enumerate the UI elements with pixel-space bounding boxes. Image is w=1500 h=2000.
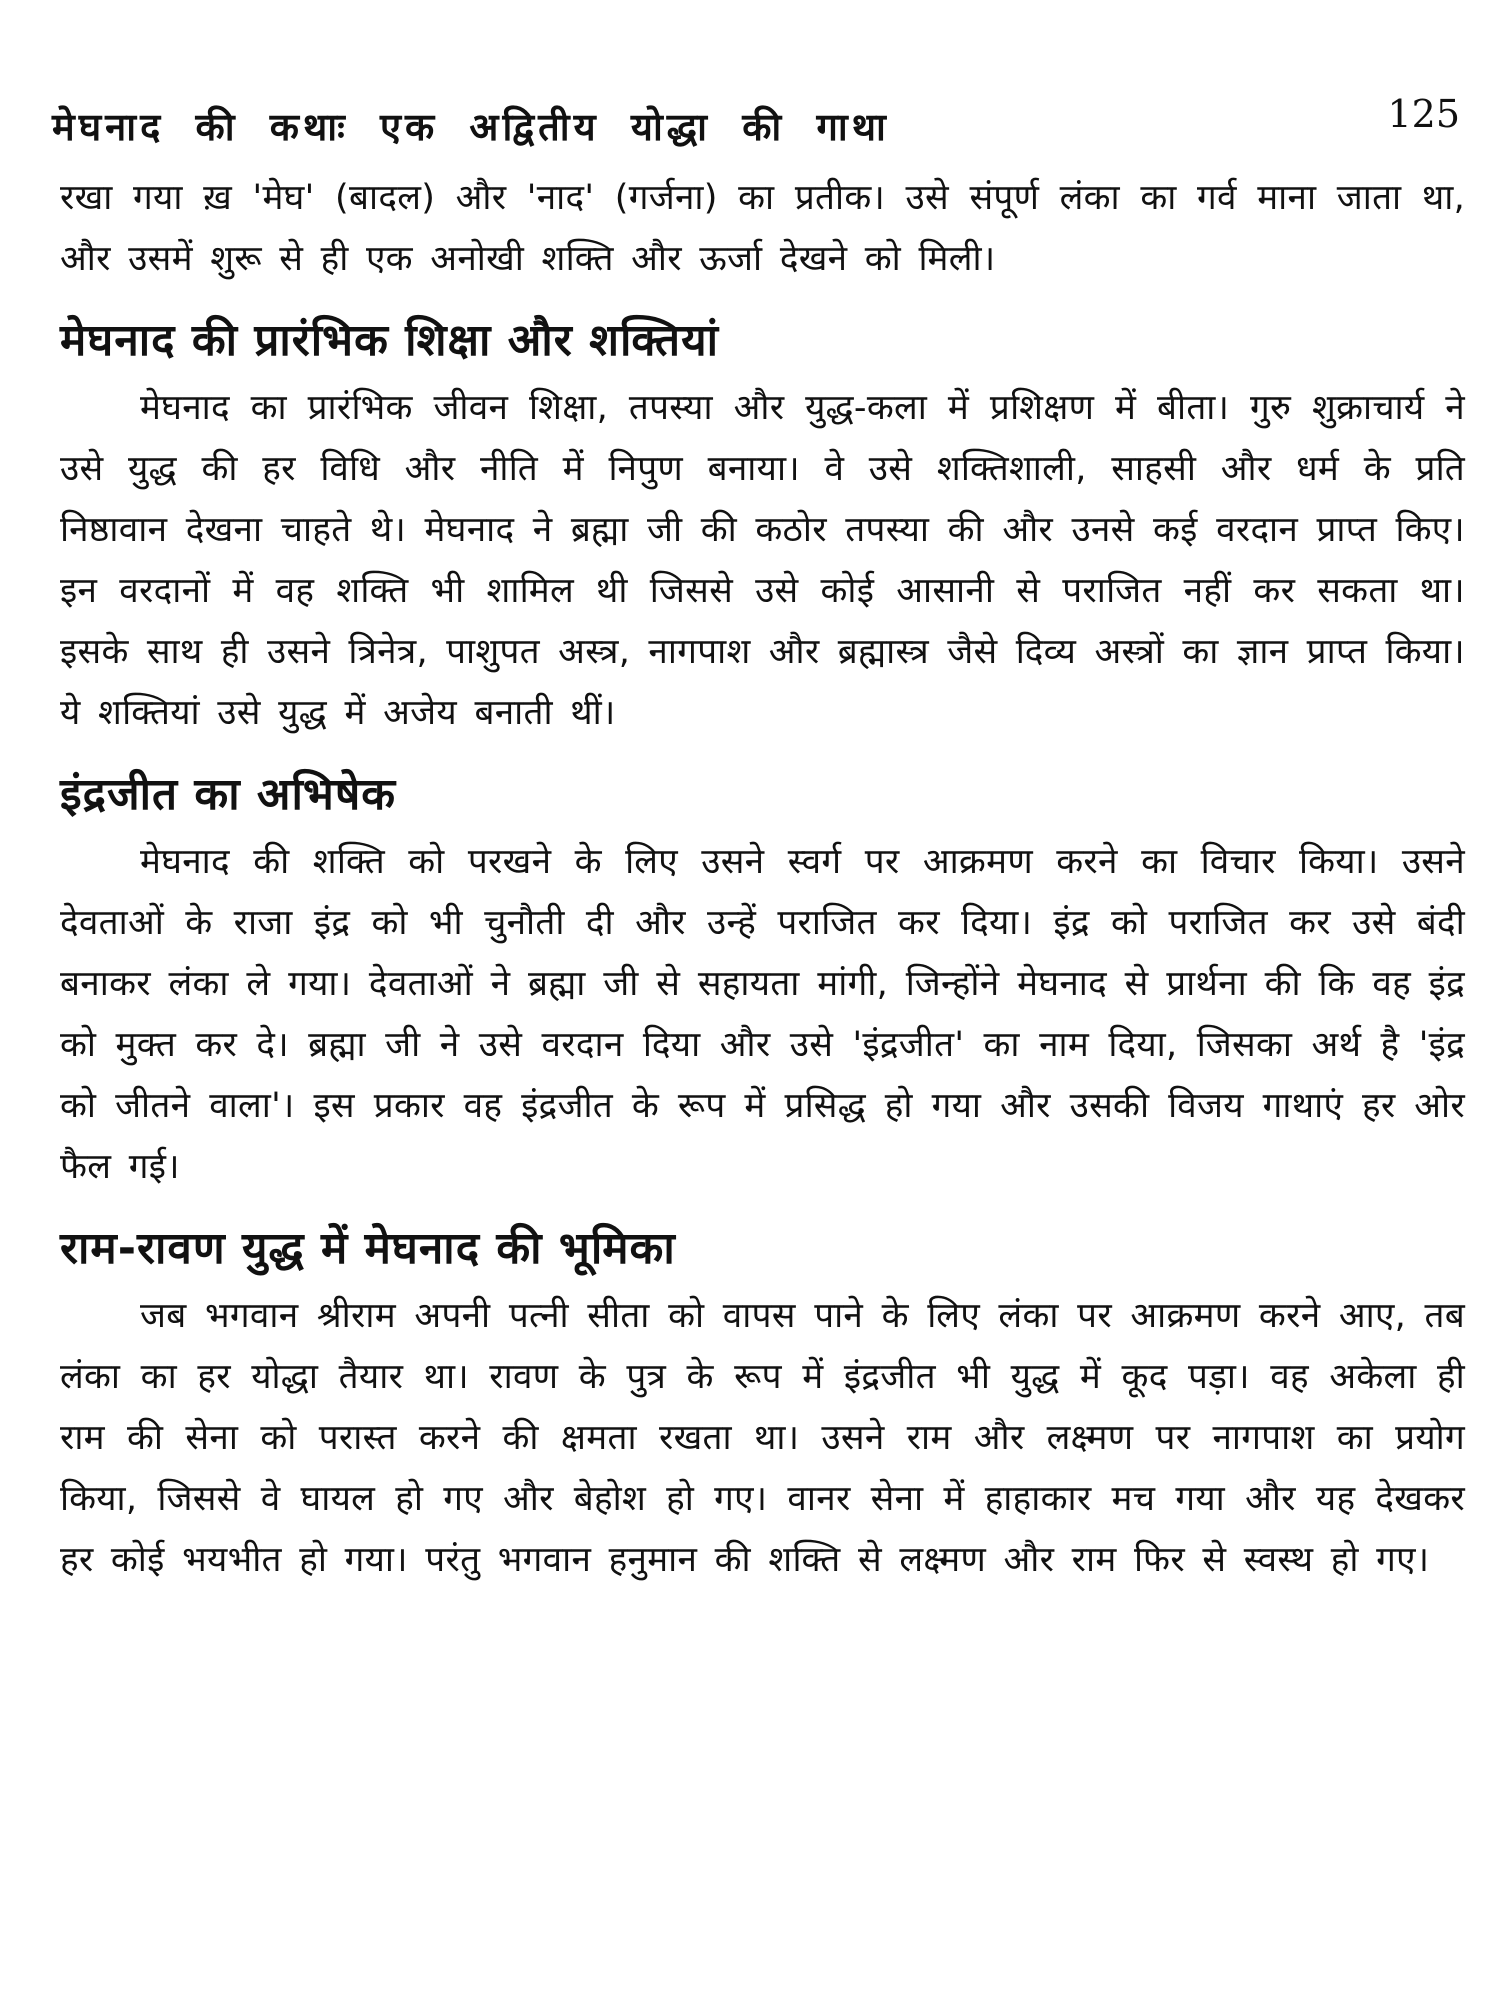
page-number: 125 bbox=[1387, 92, 1460, 136]
section-paragraph-early-education: मेघनाद का प्रारंभिक जीवन शिक्षा, तपस्या और युद्ध-कला में प्रशिक्षण में बीता। गुरु शुक्राचार्य ने उसे युद्ध की हर विधि और नीति में निपुण बनाया। वे उसे शक्तिशाली, साहसी और धर्म के प्रति निष्ठावान देखना चाहते थे। मेघनाद ने ब्रह्मा जी की कठोर तपस्या की और उनसे कई वरदान प्राप्त किए। इन वरदानों में वह शक्ति भी शामिल थी जिससे उसे कोई आसानी से पराजित नहीं कर सकता था। इसके साथ ही उसने त्रिनेत्र, पाशुपत अस्त्र, नागपाश और ब्रह्मास्त्र जैसे दिव्य अस्त्रों का ज्ञान प्राप्त किया। ये शक्तियां उसे युद्ध में अजेय बनाती थीं। bbox=[60, 388, 1465, 733]
running-title: मेघनाद की कथाः एक अद्वितीय योद्धा की गाथा bbox=[52, 105, 890, 149]
section-heading-ram-ravan-war: राम-रावण युद्ध में मेघनाद की भूमिका bbox=[60, 1223, 676, 1274]
intro-paragraph: रखा गया ख़ 'मेघ' (बादल) और 'नाद' (गर्जना) का प्रतीक। उसे संपूर्ण लंका का गर्व माना जाता था, और उसमें शुरू से ही एक अनोखी शक्ति और ऊर्जा देखने को मिली। bbox=[60, 178, 1465, 279]
section-paragraph-ram-ravan-war: जब भगवान श्रीराम अपनी पत्नी सीता को वापस पाने के लिए लंका पर आक्रमण करने आए, तब लंका का हर योद्धा तैयार था। रावण के पुत्र के रूप में इंद्रजीत भी युद्ध में कूद पड़ा। वह अकेला ही राम की सेना को परास्त करने की क्षमता रखता था। उसने राम और लक्ष्मण पर नागपाश का प्रयोग किया, जिससे वे घायल हो गए और बेहोश हो गए। वानर सेना में हाहाकार मच गया और यह देखकर हर कोई भयभीत हो गया। परंतु भगवान हनुमान की शक्ति से लक्ष्मण और राम फिर से स्वस्थ हो गए। bbox=[60, 1296, 1465, 1580]
section-heading-indrajit-coronation: इंद्रजीत का अभिषेक bbox=[60, 769, 397, 820]
section-heading-early-education: मेघनाद की प्रारंभिक शिक्षा और शक्तियां bbox=[60, 315, 719, 366]
running-header bbox=[52, 92, 1460, 152]
page-body bbox=[60, 168, 1465, 1591]
section-paragraph-indrajit-coronation: मेघनाद की शक्ति को परखने के लिए उसने स्वर्ग पर आक्रमण करने का विचार किया। उसने देवताओं के राजा इंद्र को भी चुनौती दी और उन्हें पराजित कर दिया। इंद्र को पराजित कर उसे बंदी बनाकर लंका ले गया। देवताओं ने ब्रह्मा जी से सहायता मांगी, जिन्होंने मेघनाद से प्रार्थना की कि वह इंद्र को मुक्त कर दे। ब्रह्मा जी ने उसे वरदान दिया और उसे 'इंद्रजीत' का नाम दिया, जिसका अर्थ है 'इंद्र को जीतने वाला'। इस प्रकार वह इंद्रजीत के रूप में प्रसिद्ध हो गया और उसकी विजय गाथाएं हर ओर फैल गई। bbox=[60, 842, 1465, 1187]
